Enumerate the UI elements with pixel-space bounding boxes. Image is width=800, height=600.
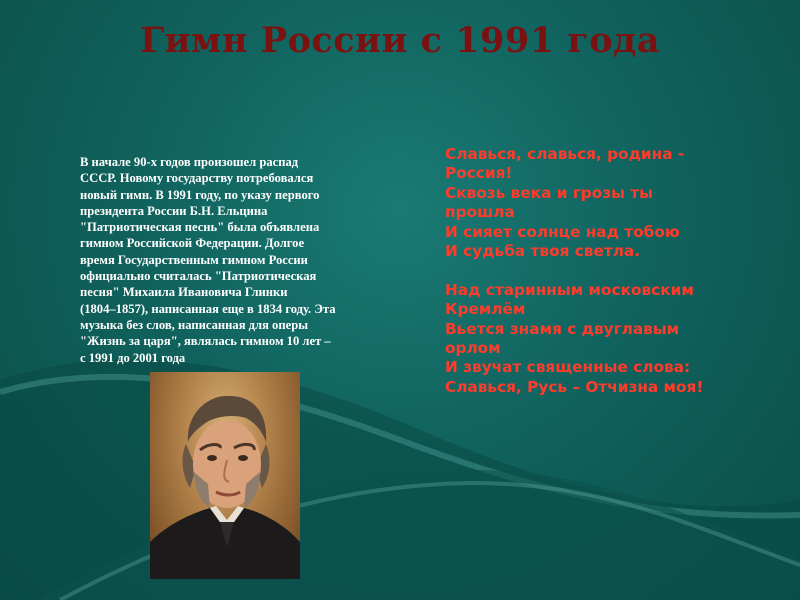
slide-title: Гимн России с 1991 года (139, 20, 661, 61)
history-paragraph: В начале 90-х годов произошел распад СССР. Новому государству потребовался новый гимн. В 1991 году, по указу первого президента России Б.Н. Ельцина "Патриотическая песнь" была объявлена гимном Российской Федерации. Долгое время Государственным гимном России официально считалась "Патриотическая песня" Михаила Ивановича Глинки (1804–1857), написанная еще в 1834 году. Эта музыка без слов, написанная для оперы "Жизнь за царя", являлась гимном 10 лет – с 1991 до 2001 года (80, 155, 336, 365)
portrait-of-glinka-icon (150, 372, 300, 579)
portrait-image (150, 372, 300, 579)
anthem-verse: Славься, славься, родина - Россия! Сквозь века и грозы ты прошла И сияет солнце над тобою И судьба твоя светла. Над старинным московским Кремлём Вьется знамя с двуглавым орлом И звучат священные слова: Славься, Русь – Отчизна моя! (445, 145, 704, 396)
